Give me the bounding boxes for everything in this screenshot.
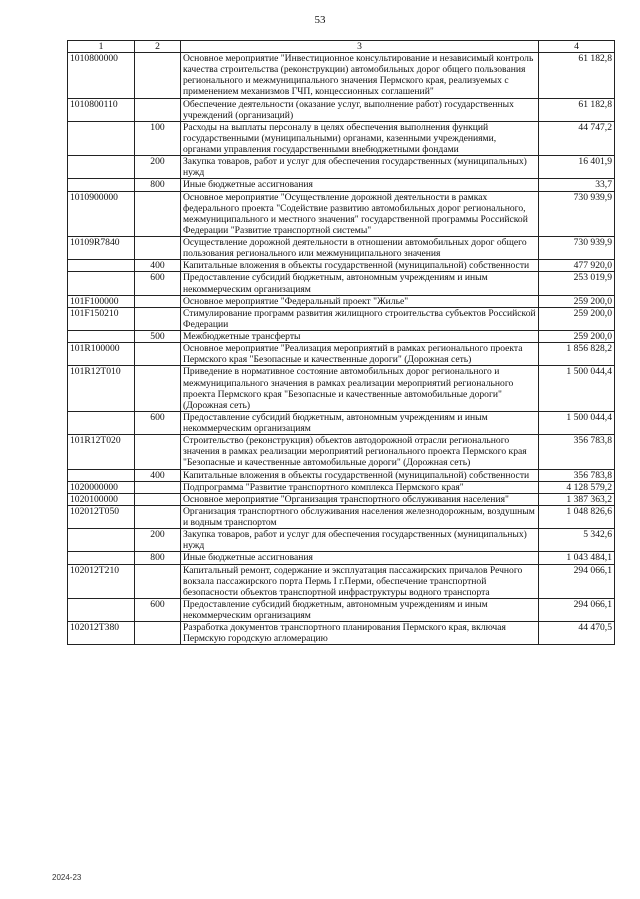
cell-amount: 4 128 579,2	[539, 481, 615, 493]
cell-code	[68, 331, 135, 343]
cell-code	[68, 552, 135, 564]
cell-description: Иные бюджетные ассигнования	[181, 179, 539, 191]
cell-description: Основное мероприятие "Реализация мероприятий в рамках регионального проекта Пермского края "Безопасные и качественные дороги" (Дорожная сеть)	[181, 343, 539, 366]
cell-code	[68, 598, 135, 621]
cell-expense-type	[135, 295, 181, 307]
cell-code	[68, 179, 135, 191]
cell-expense-type	[135, 622, 181, 645]
cell-description: Основное мероприятие "Осуществление дорожной деятельности в рамках федерального проекта "Содействие развитию автомобильных дорог регионального, межмуниципального и местного значения" государственной программы Российской Федерации "Развитие транспортной системы"	[181, 191, 539, 237]
table-row	[68, 481, 615, 493]
table-row	[68, 53, 615, 99]
cell-amount: 356 783,8	[539, 435, 615, 469]
table-row	[68, 272, 615, 295]
cell-expense-type: 200	[135, 156, 181, 179]
cell-expense-type: 800	[135, 552, 181, 564]
cell-code: 101F100000	[68, 295, 135, 307]
cell-amount: 477 920,0	[539, 260, 615, 272]
cell-code: 101R100000	[68, 343, 135, 366]
cell-description: Закупка товаров, работ и услуг для обеспечения государственных (муниципальных) нужд	[181, 156, 539, 179]
cell-description: Приведение в нормативное состояние автомобильных дорог регионального и межмуниципального значения в рамках реализации мероприятий регионального проекта Пермского края "Безопасные и качественные автомобильные дороги" (Дорожная сеть)	[181, 366, 539, 412]
cell-description: Обеспечение деятельности (оказание услуг, выполнение работ) государственных учреждений (организаций)	[181, 98, 539, 121]
table-row	[68, 121, 615, 155]
cell-description: Предоставление субсидий бюджетным, автономным учреждениям и иным некоммерческим организациям	[181, 598, 539, 621]
cell-amount: 294 066,1	[539, 598, 615, 621]
cell-expense-type	[135, 53, 181, 99]
cell-expense-type	[135, 435, 181, 469]
cell-expense-type	[135, 505, 181, 528]
header-col-4: 4	[539, 41, 615, 53]
cell-amount: 16 401,9	[539, 156, 615, 179]
cell-amount: 1 500 044,4	[539, 411, 615, 434]
cell-code: 101R12T020	[68, 435, 135, 469]
table-row	[68, 307, 615, 330]
header-row	[68, 41, 615, 53]
cell-code	[68, 156, 135, 179]
table-row	[68, 469, 615, 481]
cell-description: Капитальный ремонт, содержание и эксплуатация пассажирских причалов Речного вокзала пассажирского порта Пермь I г.Перми, обеспечение транспортной безопасности объектов транспортной инфраструктуры водного транспорта	[181, 564, 539, 598]
cell-amount: 730 939,9	[539, 191, 615, 237]
cell-code: 1010800000	[68, 53, 135, 99]
header-col-3: 3	[181, 41, 539, 53]
cell-amount: 259 200,0	[539, 331, 615, 343]
cell-code	[68, 272, 135, 295]
table-row	[68, 156, 615, 179]
cell-expense-type: 600	[135, 272, 181, 295]
table-row	[68, 564, 615, 598]
cell-amount: 5 342,6	[539, 529, 615, 552]
cell-amount: 44 470,5	[539, 622, 615, 645]
cell-expense-type: 600	[135, 598, 181, 621]
cell-expense-type	[135, 493, 181, 505]
table-row	[68, 331, 615, 343]
cell-expense-type: 800	[135, 179, 181, 191]
cell-expense-type	[135, 481, 181, 493]
table-row	[68, 529, 615, 552]
cell-amount: 1 387 363,2	[539, 493, 615, 505]
table-row	[68, 98, 615, 121]
table-row	[68, 622, 615, 645]
cell-description: Предоставление субсидий бюджетным, автономным учреждениям и иным некоммерческим организациям	[181, 272, 539, 295]
table-row	[68, 411, 615, 434]
table-row	[68, 435, 615, 469]
cell-description: Закупка товаров, работ и услуг для обеспечения государственных (муниципальных) нужд	[181, 529, 539, 552]
cell-code: 1020100000	[68, 493, 135, 505]
cell-expense-type: 100	[135, 121, 181, 155]
budget-table	[67, 40, 615, 645]
cell-expense-type	[135, 343, 181, 366]
table-row	[68, 493, 615, 505]
table-row	[68, 343, 615, 366]
cell-description: Основное мероприятие "Организация транспортного обслуживания населения"	[181, 493, 539, 505]
cell-code	[68, 121, 135, 155]
table-row	[68, 295, 615, 307]
cell-amount: 253 019,9	[539, 272, 615, 295]
cell-expense-type: 500	[135, 331, 181, 343]
cell-expense-type	[135, 564, 181, 598]
cell-amount: 294 066,1	[539, 564, 615, 598]
cell-amount: 356 783,8	[539, 469, 615, 481]
table-row	[68, 505, 615, 528]
cell-code: 101R12T010	[68, 366, 135, 412]
cell-description: Строительство (реконструкция) объектов автодорожной отрасли регионального значения в рамках реализации мероприятий регионального проекта Пермского края "Безопасные и качественные автомобильные дороги" (Дорожная сеть)	[181, 435, 539, 469]
cell-description: Организация транспортного обслуживания населения железнодорожным, воздушным и водным транспортом	[181, 505, 539, 528]
cell-description: Капитальные вложения в объекты государственной (муниципальной) собственности	[181, 469, 539, 481]
cell-code: 1020000000	[68, 481, 135, 493]
table-row	[68, 260, 615, 272]
cell-code	[68, 411, 135, 434]
cell-description: Основное мероприятие "Инвестиционное консультирование и независимый контроль качества строительства (реконструкции) автомобильных дорог общего пользования регионального и межмуниципального значения Пермского края, реализуемых с применением механизмов ГЧП, концессионных соглашений"	[181, 53, 539, 99]
cell-expense-type: 400	[135, 260, 181, 272]
table-row	[68, 598, 615, 621]
cell-description: Предоставление субсидий бюджетным, автономным учреждениям и иным некоммерческим организациям	[181, 411, 539, 434]
cell-expense-type: 200	[135, 529, 181, 552]
cell-amount: 1 043 484,1	[539, 552, 615, 564]
cell-code: 1010900000	[68, 191, 135, 237]
cell-amount: 61 182,8	[539, 98, 615, 121]
cell-amount: 1 500 044,4	[539, 366, 615, 412]
cell-expense-type	[135, 191, 181, 237]
cell-description: Межбюджетные трансферты	[181, 331, 539, 343]
cell-code: 102012T210	[68, 564, 135, 598]
cell-amount: 1 856 828,2	[539, 343, 615, 366]
table-row	[68, 237, 615, 260]
cell-description: Осуществление дорожной деятельности в отношении автомобильных дорог общего пользования регионального или межмуниципального значения	[181, 237, 539, 260]
page-number: 53	[314, 14, 326, 26]
cell-code: 102012T380	[68, 622, 135, 645]
cell-amount: 33,7	[539, 179, 615, 191]
cell-description: Подпрограмма "Развитие транспортного комплекса Пермского края"	[181, 481, 539, 493]
cell-code: 10109R7840	[68, 237, 135, 260]
cell-code	[68, 529, 135, 552]
cell-expense-type	[135, 307, 181, 330]
cell-expense-type: 400	[135, 469, 181, 481]
cell-code: 101F150210	[68, 307, 135, 330]
cell-amount: 61 182,8	[539, 53, 615, 99]
cell-expense-type	[135, 237, 181, 260]
cell-description: Стимулирование программ развития жилищного строительства субъектов Российской Федерации	[181, 307, 539, 330]
cell-expense-type: 600	[135, 411, 181, 434]
cell-amount: 1 048 826,6	[539, 505, 615, 528]
cell-amount: 259 200,0	[539, 307, 615, 330]
cell-code	[68, 260, 135, 272]
cell-description: Основное мероприятие "Федеральный проект "Жилье"	[181, 295, 539, 307]
cell-description: Иные бюджетные ассигнования	[181, 552, 539, 564]
cell-code	[68, 469, 135, 481]
cell-description: Разработка документов транспортного планирования Пермского края, включая Пермскую городскую агломерацию	[181, 622, 539, 645]
footer-code: 2024-23	[52, 873, 82, 882]
cell-expense-type	[135, 366, 181, 412]
table-row	[68, 179, 615, 191]
cell-amount: 259 200,0	[539, 295, 615, 307]
cell-description: Расходы на выплаты персоналу в целях обеспечения выполнения функций государственными (муниципальными) органами, казенными учреждениями, органами управления государственными внебюджетными фондами	[181, 121, 539, 155]
table-row	[68, 552, 615, 564]
cell-expense-type	[135, 98, 181, 121]
cell-amount: 44 747,2	[539, 121, 615, 155]
cell-code: 1010800110	[68, 98, 135, 121]
header-col-2: 2	[135, 41, 181, 53]
cell-description: Капитальные вложения в объекты государственной (муниципальной) собственности	[181, 260, 539, 272]
table-row	[68, 191, 615, 237]
table-row	[68, 366, 615, 412]
header-col-1: 1	[68, 41, 135, 53]
cell-amount: 730 939,9	[539, 237, 615, 260]
cell-code: 102012T050	[68, 505, 135, 528]
